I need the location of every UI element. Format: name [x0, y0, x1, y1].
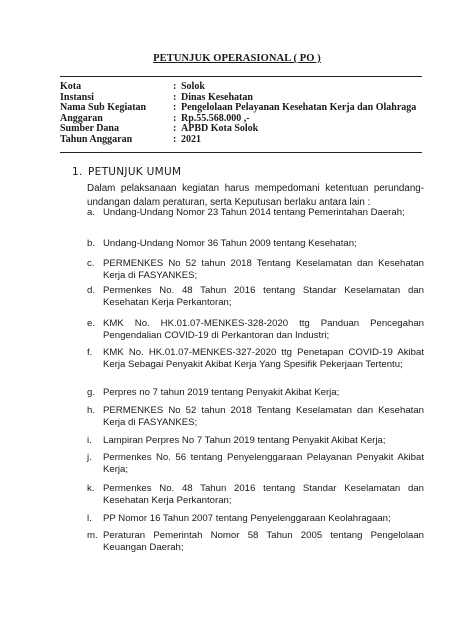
list-item-text: PERMENKES No 52 tahun 2018 Tentang Keselamatan dan Kesehatan Kerja di FASYANKES; [103, 405, 424, 428]
list-item-letter: b. [87, 238, 96, 249]
list-item-letter: j. [87, 452, 92, 463]
meta-table [60, 82, 424, 145]
list-item-text: Permenkes No. 48 Tahun 2016 tentang Standar Keselamatan dan Kesehatan Kerja Perkantoran; [103, 483, 424, 506]
list-item [87, 285, 424, 308]
meta-key: Sumber Dana [60, 123, 119, 134]
meta-colon: : [173, 81, 177, 92]
list-item-letter: m. [87, 530, 98, 541]
list-item-letter: c. [87, 258, 95, 269]
meta-key: Tahun Anggaran [60, 133, 133, 145]
meta-row-sumber-dana [60, 124, 424, 135]
meta-colon: : [173, 133, 177, 145]
bottom-rule [60, 152, 422, 153]
meta-row-kota [60, 82, 424, 93]
section-title: PETUNJUK UMUM [88, 166, 182, 178]
intro-paragraph: Dalam pelaksanaan kegiatan harus mempedomani ketentuan perundang-undangan dalam peraturan, serta Keputusan berlaku antara lain : [87, 183, 424, 208]
list-item [87, 452, 424, 475]
meta-value: Solok [181, 81, 205, 92]
list-item [87, 405, 424, 428]
list-item [87, 387, 424, 399]
list-item-text: Lampiran Perpres No 7 Tahun 2019 tentang Penyakit Akibat Kerja; [103, 435, 386, 446]
meta-colon: : [173, 123, 177, 134]
list-item-letter: f. [87, 347, 93, 358]
meta-colon: : [173, 91, 177, 103]
list-item-text: Permenkes No. 56 tentang Penyelenggaraan Pelayanan Penyakit Akibat Kerja; [103, 452, 424, 475]
meta-value: Rp.55.568.000 ,- [181, 112, 250, 124]
list-item-text: Undang-Undang Nomor 23 Tahun 2014 tentang Pemerintahan Daerah; [103, 207, 405, 218]
list-item-text: PERMENKES No 52 tahun 2018 Tentang Keselamatan dan Kesehatan Kerja di FASYANKES; [103, 258, 424, 281]
list-item-letter: i. [87, 435, 92, 446]
meta-row-tahun-anggaran [60, 135, 424, 146]
document-title: PETUNJUK OPERASIONAL ( PO ) [153, 53, 321, 64]
list-item [87, 530, 424, 553]
list-item [87, 435, 424, 447]
section-heading [72, 166, 181, 178]
list-item-text: Permenkes No. 48 Tahun 2016 tentang Standar Keselamatan dan Kesehatan Kerja Perkantoran; [103, 285, 424, 308]
meta-row-sub-kegiatan [60, 103, 424, 114]
list-item-letter: g. [87, 387, 96, 398]
meta-key: Kota [60, 81, 82, 92]
section-number: 1. [72, 166, 83, 178]
list-item-text: KMK No. HK.01.07-MENKES-327-2020 ttg Penetapan COVID-19 Akibat Kerja Sebagai Penyakit Akibat Kerja Yang Spesifik Pekerjaan Tertentu; [103, 347, 424, 370]
meta-key: Instansi [60, 91, 94, 103]
list-item-letter: a. [87, 207, 96, 218]
list-item [87, 513, 424, 525]
list-item [87, 207, 424, 219]
meta-value: Dinas Kesehatan [181, 91, 253, 103]
list-item [87, 238, 424, 250]
top-rule [60, 76, 422, 77]
list-item-text: Perpres no 7 tahun 2019 tentang Penyakit Akibat Kerja; [103, 387, 340, 398]
meta-key: Anggaran [60, 112, 103, 124]
list-item-text: Peraturan Pemerintah Nomor 58 Tahun 2005 tentang Pengelolaan Keuangan Daerah; [103, 530, 424, 553]
list-item [87, 483, 424, 506]
list-item-text: KMK No. HK.01.07-MENKES-328-2020 ttg Panduan Pencegahan Pengendalian COVID-19 di Perkantoran dan Industri; [103, 318, 424, 341]
list-item-letter: h. [87, 405, 96, 416]
list-item-letter: l. [87, 513, 92, 524]
list-item-letter: e. [87, 318, 96, 329]
meta-value: 2021 [181, 133, 201, 145]
list-item [87, 318, 424, 341]
meta-value: Pengelolaan Pelayanan Kesehatan Kerja dan Olahraga [181, 102, 417, 113]
meta-colon: : [173, 112, 177, 124]
list-item [87, 347, 424, 370]
meta-colon: : [173, 102, 177, 113]
meta-value: APBD Kota Solok [181, 123, 259, 134]
list-item-letter: k. [87, 483, 95, 494]
list-item-text: PP Nomor 16 Tahun 2007 tentang Penyelenggaraan Keolahragaan; [103, 513, 391, 524]
list-item-letter: d. [87, 285, 96, 296]
meta-key: Nama Sub Kegiatan [60, 102, 147, 113]
list-item [87, 258, 424, 281]
list-item-text: Undang-Undang Nomor 36 Tahun 2009 tentang Kesehatan; [103, 238, 357, 249]
